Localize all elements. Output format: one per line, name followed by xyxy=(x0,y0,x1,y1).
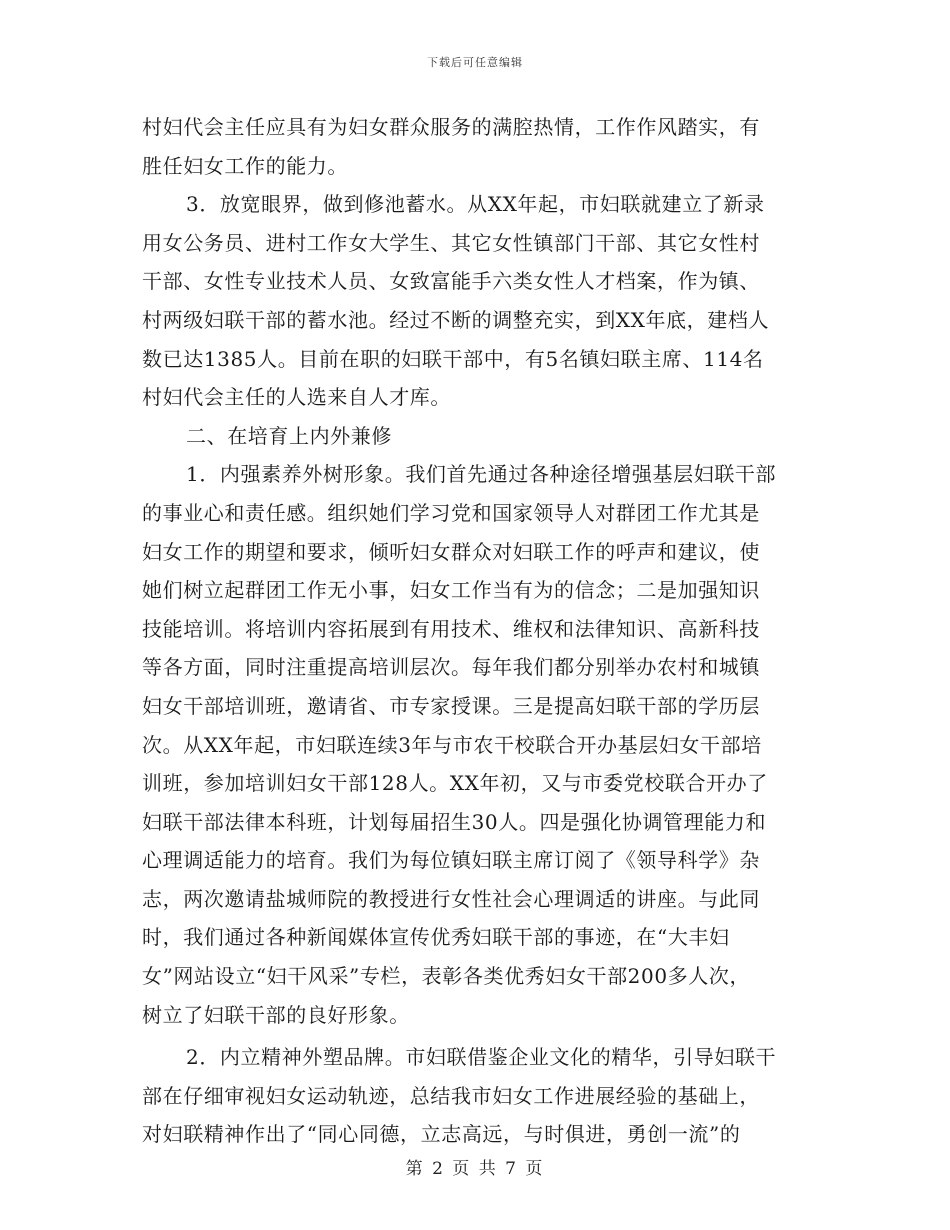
text-line-5: 干部、女性专业技术人员、女致富能手六类女性人才档案，作为镇、 xyxy=(142,269,760,294)
text-line-19: 妇联干部法律本科班，计划每届招生30人。四是强化协调管理能力和 xyxy=(142,809,767,834)
text-line-21: 志，两次邀请盐城师院的教授进行女性社会心理调适的讲座。与此同 xyxy=(142,886,760,911)
text-line-8: 村妇代会主任的人选来自人才库。 xyxy=(142,385,451,410)
text-line-13: 她们树立起群团工作无小事，妇女工作当有为的信念；二是加强知识 xyxy=(142,578,760,603)
page-number: 第 2 页 共 7 页 xyxy=(405,1159,545,1179)
text-line-14: 技能培训。将培训内容拓展到有用技术、维权和法律知识、高新科技 xyxy=(142,616,760,641)
text-line-6: 村两级妇联干部的蓄水池。经过不断的调整充实，到XX年底，建档人 xyxy=(142,307,770,332)
text-line-12: 妇女工作的期望和要求，倾听妇女群众对妇联工作的呼声和建议，使 xyxy=(142,539,760,564)
text-line-27: 对妇联精神作出了“同心同德，立志高远，与时俱进，勇创一流”的 xyxy=(142,1122,741,1147)
text-line-16: 妇女干部培训班，邀请省、市专家授课。三是提高妇联干部的学历层 xyxy=(142,693,760,718)
text-line-3: 3．放宽眼界，做到修池蓄水。从XX年起，市妇联就建立了新录 xyxy=(186,192,765,217)
text-line-11: 的事业心和责任感。组织她们学习党和国家领导人对群团工作尤其是 xyxy=(142,500,760,525)
text-line-26: 部在仔细审视妇女运动轨迹，总结我市妇女工作进展经验的基础上， xyxy=(142,1083,760,1108)
text-line-2: 胜任妇女工作的能力。 xyxy=(142,153,348,178)
text-line-24: 树立了妇联干部的良好形象。 xyxy=(142,1002,410,1027)
text-line-22: 时，我们通过各种新闻媒体宣传优秀妇联干部的事迹，在“大丰妇 xyxy=(142,925,730,950)
text-line-7: 数已达1385人。目前在职的妇联干部中，有5名镇妇联主席、114名 xyxy=(142,346,764,371)
text-line-20: 心理调适能力的培育。我们为每位镇妇联主席订阅了《领导科学》杂 xyxy=(142,848,760,873)
text-line-18: 训班，参加培训妇女干部128人。XX年初，又与市委党校联合开办了 xyxy=(142,771,768,796)
text-line-4: 用女公务员、进村工作女大学生、其它女性镇部门干部、其它女性村 xyxy=(142,230,760,255)
section-heading: 二、在培育上内外兼修 xyxy=(186,423,392,448)
text-line-23: 女”网站设立“妇干风采”专栏，表彰各类优秀妇女干部200多人次， xyxy=(142,964,751,989)
text-line-10: 1．内强素养外树形象。我们首先通过各种途径增强基层妇联干部 xyxy=(186,462,777,487)
page-header-note: 下载后可任意编辑 xyxy=(427,56,523,69)
text-line-25: 2．内立精神外塑品牌。市妇联借鉴企业文化的精华，引导妇联干 xyxy=(186,1045,777,1070)
document-body xyxy=(142,108,806,1154)
text-line-17: 次。从XX年起，市妇联连续3年与市农干校联合开办基层妇女干部培 xyxy=(142,732,762,757)
text-line-15: 等各方面，同时注重提高培训层次。每年我们都分别举办农村和城镇 xyxy=(142,655,760,680)
text-line-1: 村妇代会主任应具有为妇女群众服务的满腔热情，工作作风踏实，有 xyxy=(142,115,760,139)
